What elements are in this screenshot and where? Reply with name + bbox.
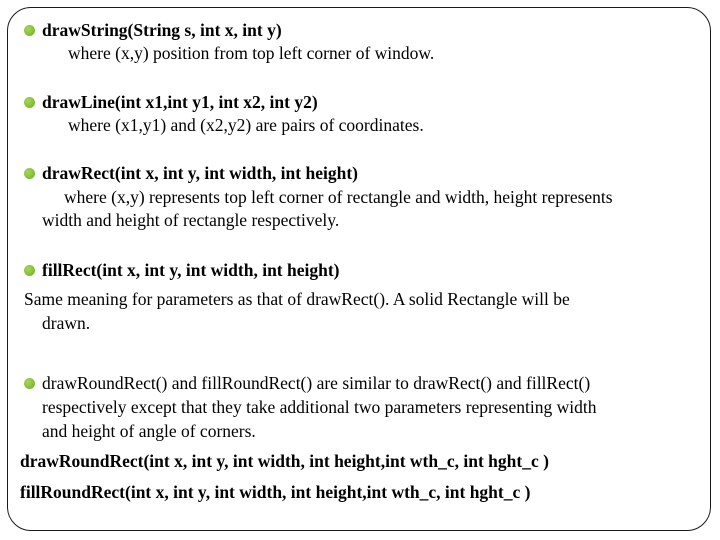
roundrect-description-line-2: respectively except that they take additional two parameters representing width [42,397,597,417]
drawrect-description-line-1: where (x,y) represents top left corner of rectangle and width, height represents [64,187,613,207]
drawline-description: where (x1,y1) and (x2,y2) are pairs of coordinates. [68,115,424,135]
drawstring-description: where (x,y) position from top left corner of window. [68,43,435,63]
bullet-icon [24,97,35,108]
roundrect-description-line-3: and height of angle of corners. [42,421,256,441]
drawline-heading: drawLine(int x1,int y1, int x2, int y2) [42,92,318,112]
bullet-icon [24,265,35,276]
drawrect-heading: drawRect(int x, int y, int width, int height) [42,163,358,183]
roundrect-description-line-1: drawRoundRect() and fillRoundRect() are similar to drawRect() and fillRect() [42,373,591,393]
bullet-icon [24,25,35,36]
bullet-icon [24,168,35,179]
fillrect-description-line-2: drawn. [42,313,91,333]
drawroundrect-signature: drawRoundRect(int x, int y, int width, int height,int wth_c, int hght_c ) [20,451,549,471]
fillroundrect-signature: fillRoundRect(int x, int y, int width, int height,int wth_c, int hght_c ) [20,482,531,502]
bullet-icon [24,378,35,389]
drawstring-heading: drawString(String s, int x, int y) [42,20,282,40]
fillrect-description-line-1: Same meaning for parameters as that of drawRect(). A solid Rectangle will be [24,289,570,309]
drawrect-description-line-2: width and height of rectangle respectively. [42,210,340,230]
fillrect-heading: fillRect(int x, int y, int width, int height) [42,260,340,280]
